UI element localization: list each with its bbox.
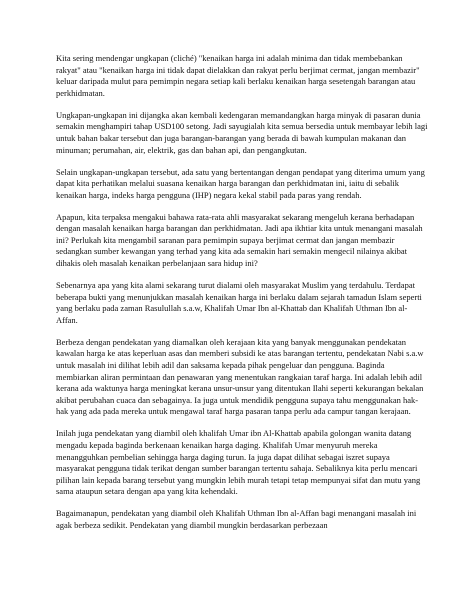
paragraph-7: Inilah juga pendekatan yang diambil oleh khalifah Umar ibn Al-Khattab apabila golongan wanita datang mengadu kepada baginda berkenaan kenaikan harga daging. Khalifah Umar menyuruh mereka menangguhkan pembelian sehingga harga daging turun. Ia juga dapat dilihat sebagai iszret supaya masyarakat pengguna tidak terikat dengan sumber barangan tertentu sahaja. Sebaliknya kita perlu mencari pilihan lain kepada barang tersebut yang mungkin lebih murah tetapi tetap mempunyai sifat dan mutu yang sama ataupun setara dengan apa yang kita kehendaki. (56, 428, 421, 497)
paragraph-5: Sebenarnya apa yang kita alami sekarang turut dialami oleh masyarakat Muslim yang terdahulu. Terdapat beberapa bukti yang menunjukkan masalah kenaikan harga ini berlaku dalam sejarah tamadun Islam seperti yang berlaku pada zaman Rasulullah s.a.w, Khalifah Umar Ibn al-Khattab dan Khalifah Uthman Ibn al-Affan. (56, 280, 422, 325)
paragraph-4: Apapun, kita terpaksa mengakui bahawa rata-rata ahli masyarakat sekarang mengeluh kerana berhadapan dengan masalah kenaikan harga barangan dan perkhidmatan. Jadi apa ikhtiar kita untuk menangani masalah ini? Perlukah kita mengambil saranan para pemimpin supaya berjimat cermat dan jangan membazir sedangkan sumber kewangan yang terhad yang kita ada semakin hari semakin mengecil nilainya akibat dihakis oleh masalah kenaikan perbelanjaan sara hidup ini? (56, 211, 423, 269)
paragraph-3: Selain ungkapan-ungkapan tersebut, ada satu yang bertentangan dengan pendapat yang diterima umum yang dapat kita perhatikan melalui suasana kenaikan harga barangan dan perkhidmatan ini, iaitu di sebalik kenaikan harga, indeks harga pengguna (IHP) negara kekal stabil pada paras yang rendah. (56, 166, 425, 200)
paragraph-8: Bagaimanapun, pendekatan yang diambil oleh Khalifah Uthman Ibn al-Affan bagi menangani masalah ini agak berbeza sedikit. Pendekatan yang diambil mungkin berdasarkan perbezaan (56, 508, 417, 530)
paragraph-1: Kita sering mendengar ungkapan (cliché) "kenaikan harga ini adalah minima dan tidak membebankan rakyat" atau "kenaikan harga ini tidak dapat dielakkan dan rakyat perlu berjimat cermat, jangan membazir" keluar daripada mulut para pemimpin negara setiap kali berlaku kenaikan harga sesetengah barangan atau perkhidmatan. (56, 53, 420, 98)
paragraph-2: Ungkapan-ungkapan ini dijangka akan kembali kedengaran memandangkan harga minyak di pasaran dunia semakin menghampiri tahap USD100 setong. Jadi sayugialah kita semua bersedia untuk membayar lebih lagi untuk bahan bakar tersebut dan juga barangan-barangan yang berada di bawah kumpulan makanan dan minuman; perumahan, air, elektrik, gas dan bahan api, dan pengangkutan. (56, 109, 428, 155)
article-body (56, 53, 428, 542)
paragraph-6: Berbeza dengan pendekatan yang diamalkan oleh kerajaan kita yang banyak menggunakan pendekatan kawalan harga ke atas keperluan asas dan memberi subsidi ke atas barangan tertentu, pendekatan Nabi s.a.w untuk masalah ini dilihat lebih adil dan saksama kepada pihak pengeluar dan pengguna. Baginda membiarkan aliran permintaan dan penawaran yang menentukan rangkaian taraf harga. Ini adalah lebih adil kerana ada waktunya harga meningkat kerana unsur-unsur yang ditentukan Ilahi seperti kekurangan bekalan akibat perubahan cuaca dan sebagainya. Ia juga untuk mendidik pengguna supaya tahu menggunakan hak-hak yang ada pada mereka untuk mengawal taraf harga pasaran tanpa perlu ada campur tangan kerajaan. (56, 336, 424, 417)
